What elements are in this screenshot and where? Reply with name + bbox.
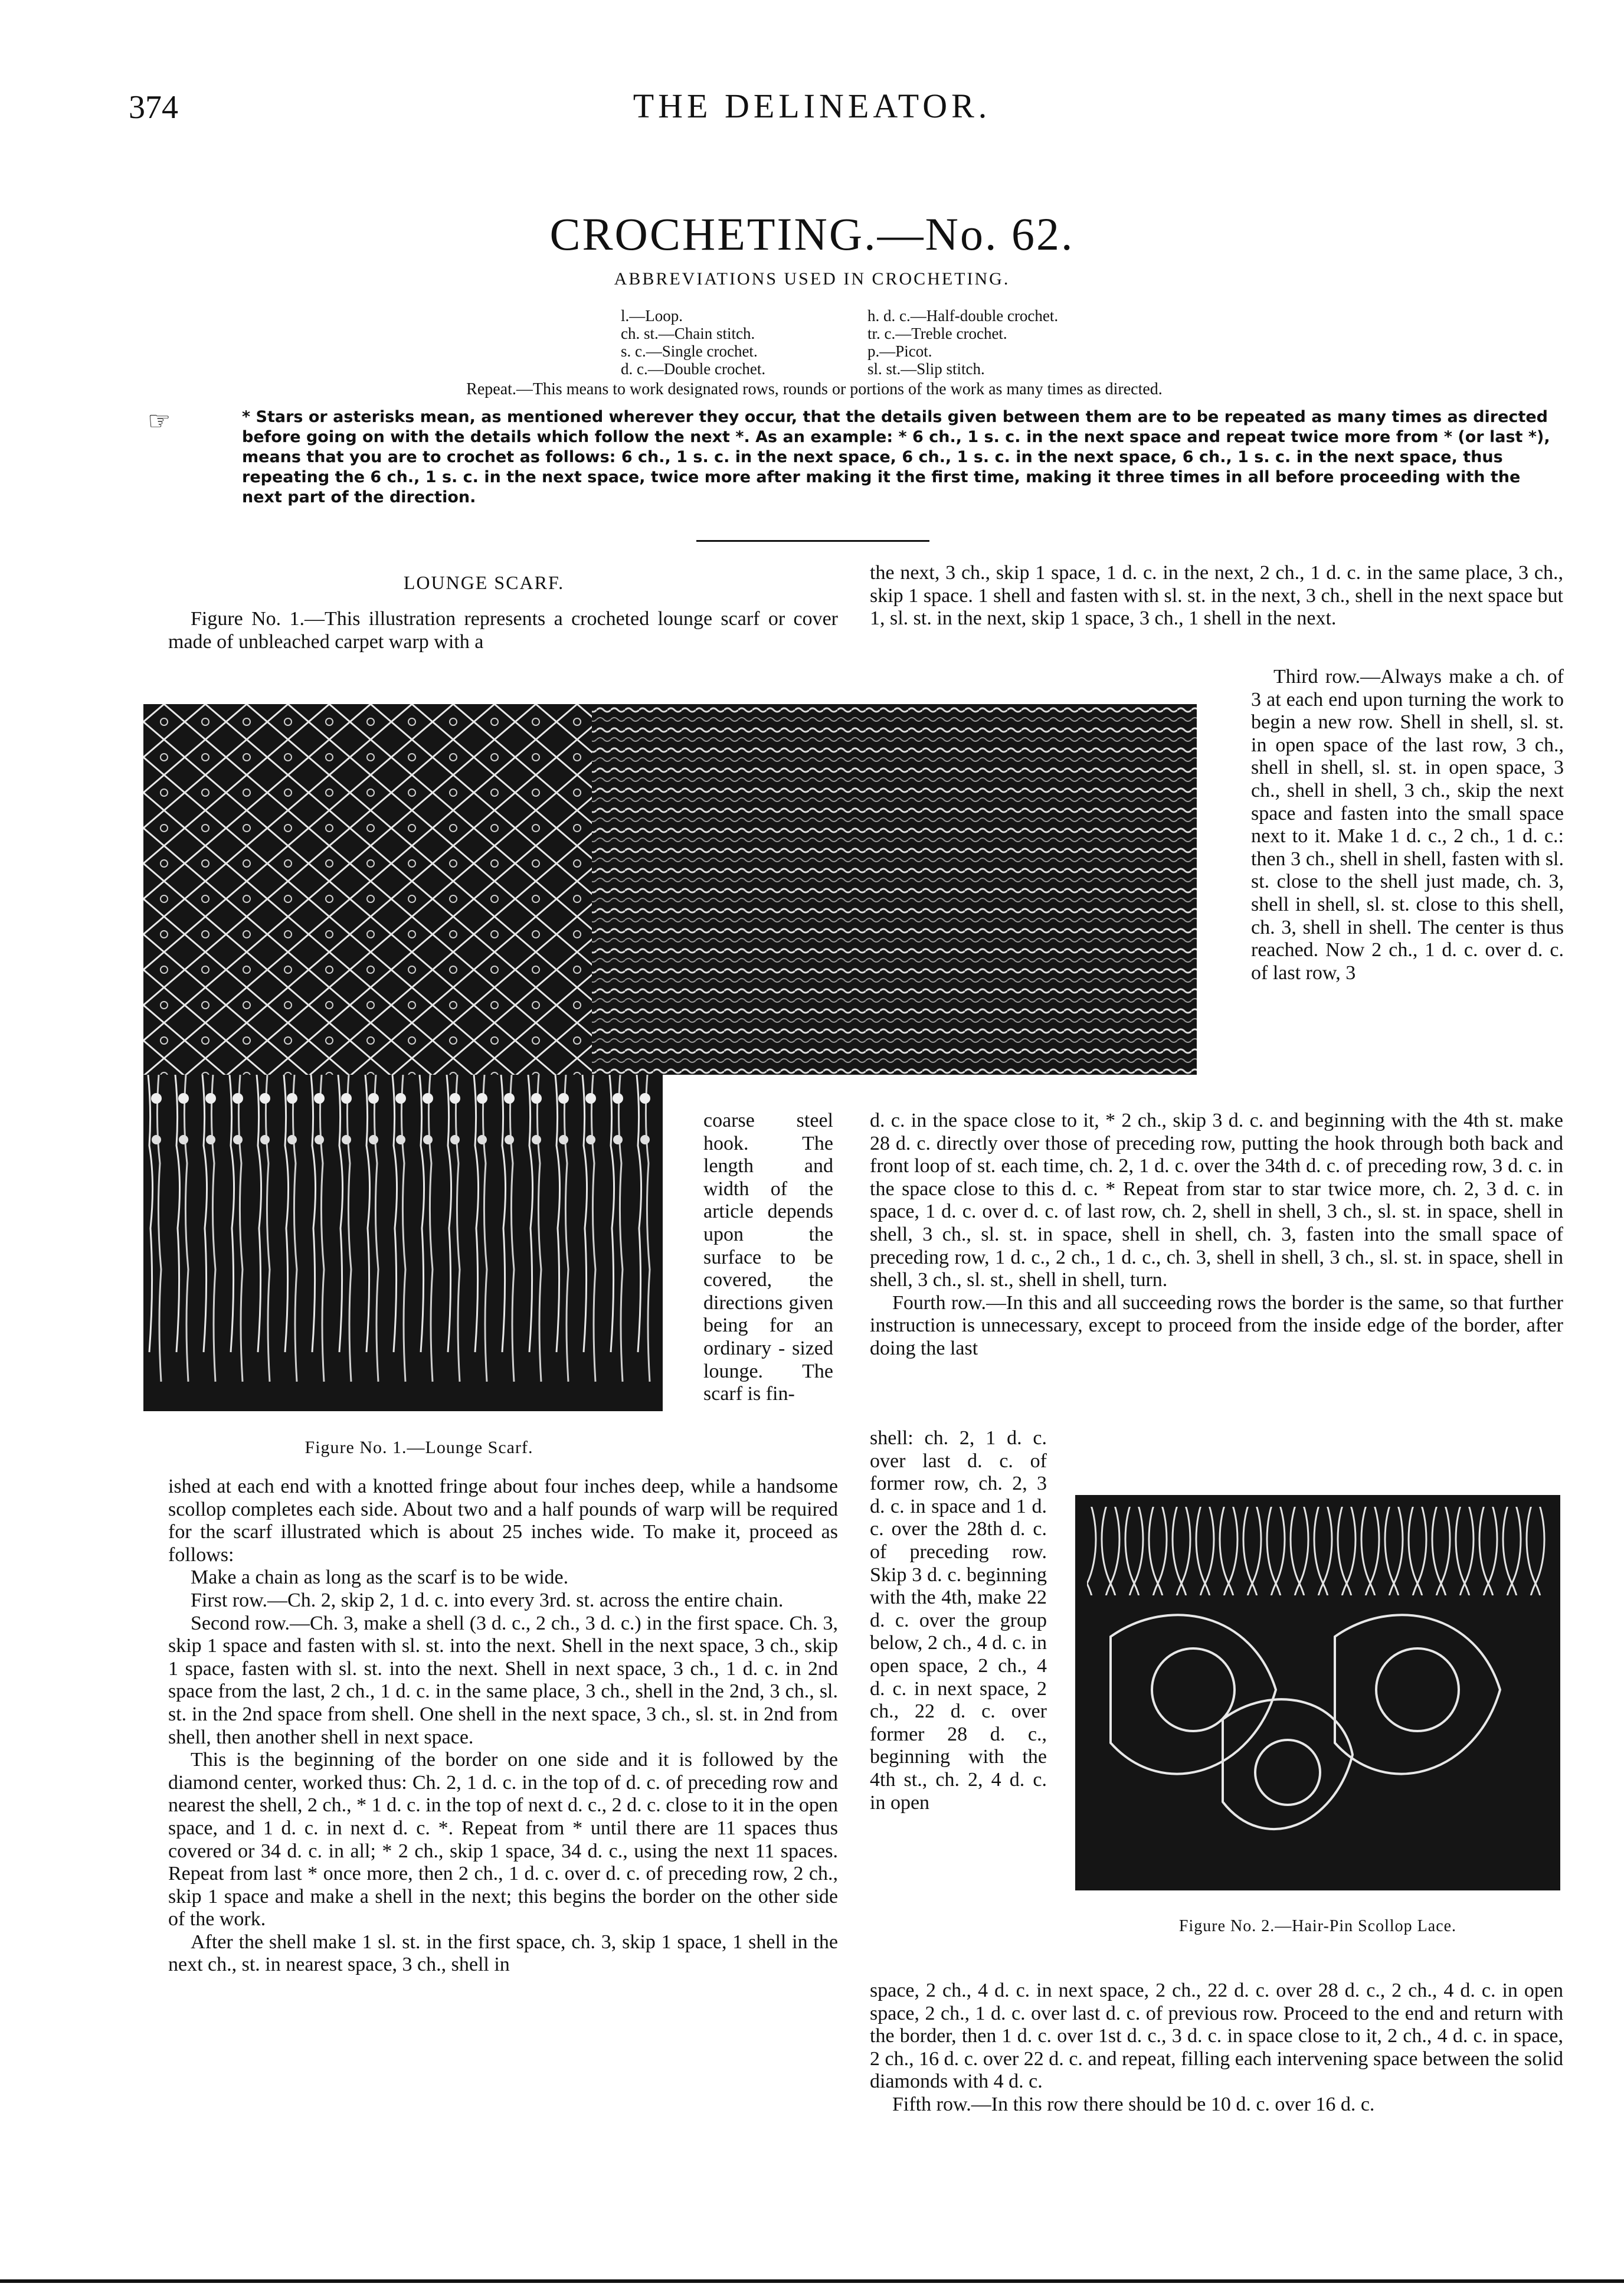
left-body: [168, 1476, 838, 1977]
abbreviation-item: l.—Loop.: [621, 307, 683, 325]
section-heading: LOUNGE SCARF.: [403, 572, 565, 593]
narrow-paragraph-left: coarse steel hook. The length and width of the article depends upon the surface to be covered, the directions given being for an ordinary - sized lounge. The scarf is fin-: [703, 1110, 833, 1405]
paragraph: Second row.—Ch. 3, make a shell (3 d. c., 2 ch., 3 d. c.) in the first space. Ch. 3, skip 1 space and fasten with sl. st. into the next. Shell in the next space, 3 ch., skip 1 space, fasten with sl. st. into the next. Shell in next space, 3 ch., 1 d. c. in 2nd space from the last, 2 ch., 1 d. c. in the same place, 3 ch., shell in the 2nd, 3 ch., sl. st. in the 2nd space from shell. One shell in the next space, 3 ch., sl. st. in 2nd from shell, then another shell in next space.: [168, 1612, 838, 1748]
right-top-paragraph: the next, 3 ch., skip 1 space, 1 d. c. in the next, 2 ch., 1 d. c. in the same place, 3 ch., skip 1 space. 1 shell and fasten with sl. st. in the next, 3 ch., shell in the next space but 1, sl. st. in the next, skip 1 space, 3 ch., 1 shell in the next.: [870, 562, 1563, 630]
asterisk-note: * Stars or asterisks mean, as mentioned wherever they occur, that the details given between them are to be repeated as many times as directed before going on with the details which follow the next *. As an example: * 6 ch., 1 s. c. in the next space and repeat twice more from * (or last *), means that you are to crochet as follows: 6 ch., 1 s. c. in the next space, 6 ch., 1 s. c. in the next space, 6 ch., 1 s. c. in the next space, thus repeating the 6 ch., 1 s. c. in the next space, twice more after making it the first time, making it three times in all before proceeding with the next part of the direction.: [242, 408, 1550, 506]
figure-1-image-fringe: [143, 1075, 663, 1411]
abbreviation-item: ch. st.—Chain stitch.: [621, 325, 755, 342]
paragraph: space, 2 ch., 4 d. c. in next space, 2 ch., 22 d. c. over 28 d. c., 2 ch., 4 d. c. in open space, 2 ch., 1 d. c. over last d. c. of previous row. Proceed to the end and return with the border, then 1 d. c. over 1st d. c., 3 d. c. in space close to it, 2 ch., 4 d. c. in space, 2 ch., 16 d. c. over 22 d. c. and repeat, filling each intervening space between the solid diamonds with 4 d. c.: [870, 1980, 1563, 2093]
page-edge-rule: [0, 2279, 1624, 2283]
figure-2-image: [1075, 1495, 1560, 1890]
right-bottom-paragraphs: [870, 1980, 1563, 2116]
paragraph: After the shell make 1 sl. st. in the first space, ch. 3, skip 1 space, 1 shell in the next ch., st. in nearest space, 3 ch., shell in: [168, 1931, 838, 1976]
abbreviation-item: p.—Picot.: [867, 342, 932, 360]
pointing-hand-icon: ☞: [148, 407, 171, 436]
hair-pin-lace-illustration: [1075, 1495, 1560, 1890]
abbreviations-heading: ABBREVIATIONS USED IN CROCHETING.: [614, 269, 1010, 289]
figure-2-caption: Figure No. 2.—Hair-Pin Scollop Lace.: [1178, 1917, 1457, 1935]
figure-1-image-top: [143, 704, 1197, 1075]
paragraph: Fifth row.—In this row there should be 10 d. c. over 16 d. c.: [892, 2093, 1375, 2115]
abbreviation-list-left: [621, 307, 857, 378]
paragraph: Make a chain as long as the scarf is to be wide.: [191, 1566, 569, 1589]
abbreviation-item: s. c.—Single crochet.: [621, 342, 758, 360]
divider: [696, 540, 929, 542]
right-middle-paragraph: d. c. in the space close to it, * 2 ch., skip 3 d. c. and beginning with the 4th st. make 28 d. c. directly over those of preceding row, putting the hook through both back and front loop of st. each time, ch. 2, 1 d. c. over the 34th d. c. of preceding row, 3 d. c. in the space close to this d. c. * Repeat from star to star twice more, ch. 2, 3 d. c. in space, 1 d. c. over d. c. of last row, ch. 2, shell in shell, 3 ch., sl. st. in space, shell in shell, 3 ch., sl. st. in space, shell in shell, ch. 3, fasten into the small space of preceding row, 1 d. c., 2 ch., 1 d. c., ch. 3, shell in shell, 3 ch., sl. st. in space, shell in shell, 3 ch., sl. st., shell in shell, turn. Fourth row.—In this and all succeeding rows the border is the same, so that further instruction is unnecessary, except to proceed from the inside edge of the border, after doing the last: [870, 1110, 1563, 1359]
paragraph: ished at each end with a knotted fringe about four inches deep, while a handsome scollop completes each side. About two and a half pounds of warp will be required for the scarf illustrated which is about 25 inches wide. To make it, proceed as follows:: [168, 1476, 838, 1566]
abbreviation-list-right: [867, 307, 1198, 378]
article-title: CROCHETING.—No. 62.: [549, 208, 1075, 260]
narrow-paragraph-right: shell: ch. 2, 1 d. c. over last d. c. of former row, ch. 2, 3 d. c. in space and 1 d. c. over the 28th d. c. of preceding row. Skip 3 d. c. beginning with the 4th, make 22 d. c. over the group below, 2 ch., 4 d. c. in open space, 2 ch., 4 d. c. in next space, 2 ch., 22 d. c. over former 28 d. c., beginning with the 4th st., ch. 2, 4 d. c. in open: [870, 1427, 1047, 1814]
paragraph: First row.—Ch. 2, skip 2, 1 d. c. into every 3rd. st. across the entire chain.: [191, 1589, 784, 1611]
running-head: THE DELINEATOR.: [633, 87, 991, 125]
lounge-scarf-fringe: [143, 1075, 663, 1411]
intro-paragraph: Figure No. 1.—This illustration represents a crocheted lounge scarf or cover made of unbleached carpet warp with a: [168, 608, 838, 653]
abbreviation-item: d. c.—Double crochet.: [621, 360, 766, 378]
repeat-definition: Repeat.—This means to work designated rows, rounds or portions of the work as many times as directed.: [466, 380, 1163, 398]
lounge-scarf-pattern-top: [143, 704, 1197, 1075]
abbreviation-item: sl. st.—Slip stitch.: [867, 360, 985, 378]
third-row-paragraph: Third row.—Always make a ch. of 3 at each end upon turning the work to begin a new row. Shell in shell, sl. st. in open space of the last row, 3 ch., shell in shell, sl. st. in open space, 3 ch., shell in shell, 3 ch., skip the next space and fasten into the small space next to it. Make 1 d. c., 2 ch., 1 d. c.: then 3 ch., shell in shell, fasten with sl. st. close to the shell just made, ch. 3, shell in shell, sl. st. close to this shell, ch. 3, shell in shell. The center is thus reached. Now 2 ch., 1 d. c. over d. c. of last row, 3: [1251, 666, 1564, 984]
page-number: 374: [129, 89, 178, 126]
abbreviation-item: h. d. c.—Half-double crochet.: [867, 307, 1059, 325]
paragraph: This is the beginning of the border on one side and it is followed by the diamond center, worked thus: Ch. 2, 1 d. c. in the top of d. c. of preceding row and nearest the shell, 2 ch., * 1 d. c. in the top of next d. c., 2 d. c. close to it in the open space, and 1 d. c. in next d. c. *. Repeat from * until there are 11 spaces thus covered or 34 d. c. in all; * 2 ch., skip 1 space, 34 d. c., using the next 11 spaces. Repeat from last * once more, then 2 ch., 1 d. c. over d. c. of preceding row, 2 ch., skip 1 space and make a shell in the next; this begins the border on the other side of the work.: [168, 1749, 838, 1931]
figure-1-caption: Figure No. 1.—Lounge Scarf.: [304, 1438, 533, 1457]
abbreviation-item: tr. c.—Treble crochet.: [867, 325, 1007, 342]
